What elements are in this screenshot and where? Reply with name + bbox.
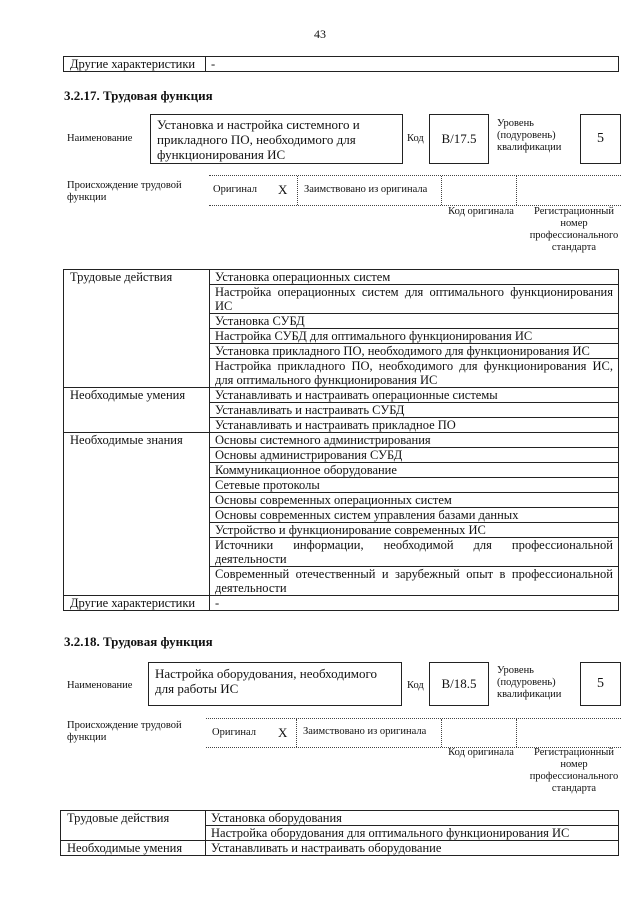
- code-label: Код: [407, 680, 424, 691]
- other-label: Другие характеристики: [64, 596, 210, 611]
- origin-label: Происхождение трудовой функции: [67, 720, 182, 743]
- table-row: Установка СУБД: [210, 314, 619, 329]
- reg-caption: Регистрационный номер профессионального стандарта: [529, 206, 619, 253]
- skills-label: Необходимые умения: [64, 388, 210, 433]
- original-label: Оригинал: [213, 184, 257, 195]
- table-row: Установка прикладного ПО, необходимого для функционирования ИС: [210, 344, 619, 359]
- level-value: 5: [580, 114, 621, 164]
- table-row: Установка операционных систем: [210, 270, 619, 285]
- name-value: Настройка оборудования, необходимого для работы ИС: [148, 662, 402, 706]
- origin-row: [206, 718, 621, 748]
- reg-caption: Регистрационный номер профессионального стандарта: [529, 747, 619, 794]
- function-table-18: [60, 810, 619, 856]
- table-row: Настройка оборудования для оптимального функционирования ИС: [206, 826, 619, 841]
- table-row: Устанавливать и настраивать оборудование: [206, 841, 619, 856]
- actions-label: Трудовые действия: [64, 270, 210, 388]
- table-row: Устанавливать и настраивать СУБД: [210, 403, 619, 418]
- table-row: Установка оборудования: [206, 811, 619, 826]
- section-title: 3.2.18. Трудовая функция: [64, 634, 213, 649]
- original-mark: X: [278, 182, 288, 197]
- code-label: Код: [407, 133, 424, 144]
- page-number: 43: [314, 27, 326, 41]
- code-value: B/18.5: [429, 662, 489, 706]
- table-row: Основы системного администрирования: [210, 433, 619, 448]
- name-label: Наименование: [67, 133, 133, 144]
- level-label: Уровень (подуровень) квалификации: [497, 118, 562, 153]
- origin-label: Происхождение трудовой функции: [67, 180, 182, 203]
- original-label: Оригинал: [212, 727, 256, 738]
- orig-code-caption: Код оригинала: [448, 747, 514, 758]
- section-title: 3.2.17. Трудовая функция: [64, 88, 213, 103]
- actions-label: Трудовые действия: [61, 811, 206, 841]
- knowledge-label: Необходимые знания: [64, 433, 210, 596]
- origin-row: [209, 175, 621, 206]
- table-row: Основы современных систем управления базами данных: [210, 508, 619, 523]
- table-row: Сетевые протоколы: [210, 478, 619, 493]
- table-row: Основы современных операционных систем: [210, 493, 619, 508]
- table-row: Источники информации, необходимой для профессиональной деятельности: [210, 538, 619, 567]
- other-value: -: [206, 57, 619, 72]
- orig-code-caption: Код оригинала: [448, 206, 514, 217]
- table-row: Современный отечественный и зарубежный опыт в профессиональной деятельности: [210, 567, 619, 596]
- name-value: Установка и настройка системного и прикладного ПО, необходимого для функционирования ИС: [150, 114, 403, 164]
- borrowed-label: Заимствовано из оригинала: [303, 726, 427, 737]
- table-row: Устройство и функционирование современных ИС: [210, 523, 619, 538]
- name-label: Наименование: [67, 680, 133, 691]
- function-table-17: [63, 269, 619, 611]
- other-value: -: [210, 596, 619, 611]
- other-label: Другие характеристики: [64, 57, 206, 72]
- skills-label: Необходимые умения: [61, 841, 206, 856]
- table-row: Настройка прикладного ПО, необходимого для функционирования ИС, для оптимального функционирования ИС: [210, 359, 619, 388]
- borrowed-label: Заимствовано из оригинала: [304, 184, 428, 195]
- table-row: Устанавливать и настраивать операционные системы: [210, 388, 619, 403]
- table-row: Настройка операционных систем для оптимального функционирования ИС: [210, 285, 619, 314]
- table-row: Основы администрирования СУБД: [210, 448, 619, 463]
- level-label: Уровень (подуровень) квалификации: [497, 665, 562, 700]
- level-value: 5: [580, 662, 621, 706]
- top-other-row: [63, 56, 619, 72]
- code-value: B/17.5: [429, 114, 489, 164]
- table-row: Устанавливать и настраивать прикладное ПО: [210, 418, 619, 433]
- table-row: Настройка СУБД для оптимального функционирования ИС: [210, 329, 619, 344]
- original-mark: X: [278, 725, 288, 740]
- table-row: Коммуникационное оборудование: [210, 463, 619, 478]
